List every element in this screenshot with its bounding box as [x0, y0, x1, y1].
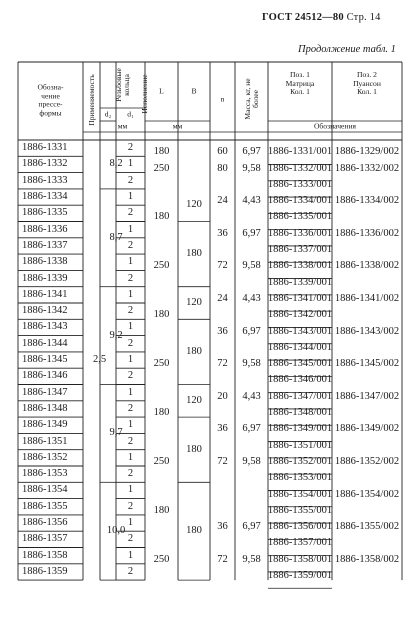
pos1-cell: 1886-1343/001	[267, 325, 333, 337]
pos2-cell: 1886-1336/002	[334, 227, 400, 239]
B-cell: 180	[186, 524, 202, 536]
pos1-header: Поз. 1 Матрица Кол. 1	[285, 69, 315, 97]
pos1-cell: 1886-1359/001	[267, 569, 333, 581]
pos1-cell: 1886-1354/001	[267, 488, 333, 500]
L-cell: 180	[153, 308, 170, 320]
execution-cell: 2	[127, 370, 134, 382]
pos1-cell: 1886-1352/001	[267, 455, 333, 467]
pos2-cell: 1886-1341/002	[334, 292, 400, 304]
execution-cell: 2	[127, 207, 134, 219]
n-cell: 72	[217, 260, 228, 272]
L-cell: 250	[153, 357, 170, 369]
applicability-header: Применяемость	[86, 74, 96, 126]
pos2-cell: 1886-1358/002	[334, 553, 400, 565]
designation-cell: 1886-1343	[22, 321, 68, 333]
designation-cell: 1886-1351	[22, 435, 68, 447]
execution-cell: 2	[127, 239, 134, 251]
mass-cell: 4,43	[242, 390, 261, 402]
L-header: L	[159, 86, 164, 96]
n-cell: 24	[217, 292, 228, 304]
pos2-cell: 1886-1354/002	[334, 488, 400, 500]
execution-cell: 2	[127, 272, 134, 284]
B-cell: 180	[186, 345, 202, 357]
execution-cell: 1	[127, 288, 134, 300]
designation-cell: 1886-1356	[22, 516, 68, 528]
designation-cell: 1886-1339	[22, 272, 68, 284]
designation-cell: 1886-1358	[22, 549, 68, 561]
designation-cell: 1886-1342	[22, 304, 68, 316]
n-cell: 24	[217, 194, 228, 206]
designation-cell: 1886-1348	[22, 402, 68, 414]
pos2-cell: 1886-1329/002	[334, 145, 400, 157]
designation-cell: 1886-1347	[22, 386, 68, 398]
designation-cell: 1886-1332	[22, 158, 68, 170]
execution-cell: 1	[127, 321, 134, 333]
pos1-cell: 1886-1356/001	[267, 520, 333, 532]
pos1-cell: 1886-1344/001	[267, 341, 333, 353]
designation-cell: 1886-1334	[22, 190, 68, 202]
B-cell: 180	[186, 247, 202, 259]
B-cell: 120	[186, 198, 202, 210]
designation-cell: 1886-1349	[22, 419, 68, 430]
designation-cell: 1886-1355	[22, 500, 68, 512]
L-cell: 180	[153, 504, 170, 516]
execution-cell: 2	[127, 141, 134, 153]
n-cell: 72	[217, 455, 228, 467]
execution-cell: 1	[127, 386, 134, 398]
mass-cell: 9,58	[242, 260, 261, 272]
pos1-cell: 1886-1349/001	[267, 423, 333, 435]
pos1-cell: 1886-1348/001	[267, 406, 333, 418]
designation-cell: 1886-1331	[22, 141, 68, 153]
designation-cell: 1886-1336	[22, 223, 68, 235]
n-header: n	[220, 94, 225, 104]
execution-cell: 1	[127, 516, 134, 528]
designation-cell: 1886-1353	[22, 467, 68, 479]
B-cell: 120	[186, 394, 202, 406]
d1-cell: 10,0	[106, 524, 126, 536]
pos1-cell: 1886-1336/001	[267, 227, 333, 239]
mass-cell: 6,97	[242, 227, 261, 239]
d1-cell: 9,2	[109, 329, 123, 341]
execution-header: Исполнение	[139, 74, 149, 114]
designation-cell: 1886-1337	[22, 239, 68, 251]
execution-cell: 2	[127, 402, 134, 414]
pos1-cell: 1886-1335/001	[267, 211, 333, 223]
pos1-cell: 1886-1347/001	[267, 390, 333, 402]
designation-cell: 1886-1359	[22, 565, 68, 577]
execution-cell: 2	[127, 500, 134, 512]
designation-cell: 1886-1354	[22, 484, 68, 496]
unit-mm-header: мм	[172, 121, 183, 131]
d1-cell: 8,2	[109, 158, 123, 170]
mass-cell: 6,97	[242, 325, 261, 337]
page-number: Стр. 14	[346, 12, 381, 23]
designation-cell: 1886-1345	[22, 353, 68, 365]
pos1-cell: 1886-1331/001	[267, 145, 333, 157]
mass-cell: 6,97	[242, 423, 261, 435]
execution-cell: 2	[127, 174, 134, 186]
execution-cell: 1	[127, 223, 134, 235]
n-cell: 36	[217, 423, 228, 435]
designation-cell: 1886-1341	[22, 288, 68, 300]
pos2-cell: 1886-1349/002	[334, 423, 400, 435]
L-cell: 180	[153, 145, 170, 157]
execution-cell: 1	[127, 353, 134, 365]
L-cell: 250	[153, 455, 170, 467]
L-cell: 180	[153, 211, 170, 223]
n-cell: 20	[217, 390, 228, 402]
pos2-cell: 1886-1352/002	[334, 455, 400, 467]
pos1-cell: 1886-1353/001	[267, 471, 333, 483]
n-cell: 72	[217, 357, 228, 369]
n-cell: 80	[217, 162, 228, 174]
L-cell: 250	[153, 162, 170, 174]
designation-cell: 1886-1344	[22, 337, 68, 349]
L-cell: 250	[153, 260, 170, 272]
table-continuation-label: Продолжение табл. 1	[298, 44, 396, 55]
d2-header: d₂	[104, 109, 112, 119]
unit-mm-header: мм	[117, 121, 128, 131]
thread-rings-header: Резьбовые кольца	[113, 68, 131, 102]
pos1-cell: 1886-1334/001	[267, 194, 333, 206]
mass-cell: 9,58	[242, 162, 261, 174]
pos1-cell: 1886-1333/001	[267, 178, 333, 190]
pos2-cell: 1886-1332/002	[334, 162, 400, 174]
d1-cell: 9,7	[109, 427, 123, 439]
gost-number: ГОСТ 24512—80	[262, 12, 344, 23]
mass-cell: 4,43	[242, 194, 261, 206]
designation-cell: 1886-1338	[22, 256, 68, 267]
L-cell: 180	[153, 406, 170, 418]
mass-cell: 9,58	[242, 455, 261, 467]
d1-cell: 8,7	[109, 231, 123, 243]
pos2-cell: 1886-1347/002	[334, 390, 400, 402]
n-cell: 72	[217, 553, 228, 565]
execution-cell: 2	[127, 304, 134, 316]
execution-cell: 2	[127, 435, 134, 447]
designation-cell: 1886-1357	[22, 533, 68, 545]
pos2-header: Поз. 2 Пуансон Кол. 1	[353, 69, 381, 97]
pos1-cell: 1886-1357/001	[267, 537, 333, 549]
mass-cell: 4,43	[242, 292, 261, 304]
execution-cell: 1	[127, 451, 134, 463]
designation-cell: 1886-1352	[22, 451, 68, 463]
execution-cell: 2	[127, 467, 134, 479]
B-header: B	[191, 86, 197, 96]
designation-cell: 1886-1346	[22, 370, 68, 382]
pos1-cell: 1886-1337/001	[267, 243, 333, 255]
mass-header: Масса, кг, не более	[242, 78, 260, 120]
mass-cell: 6,97	[242, 520, 261, 532]
pos1-cell: 1886-1358/001	[267, 553, 333, 565]
execution-cell: 1	[127, 256, 134, 267]
pos1-cell: 1886-1342/001	[267, 308, 333, 320]
mass-cell: 6,97	[242, 145, 261, 157]
B-cell: 180	[186, 443, 202, 455]
execution-cell: 1	[127, 190, 134, 202]
B-cell: 120	[186, 296, 202, 308]
n-cell: 36	[217, 227, 228, 239]
pos1-cell: 1886-1351/001	[267, 439, 333, 451]
pos1-cell: 1886-1345/001	[267, 357, 333, 369]
pos2-cell: 1886-1334/002	[334, 194, 400, 206]
L-cell: 250	[153, 553, 170, 565]
pos2-cell: 1886-1343/002	[334, 325, 400, 337]
n-cell: 60	[217, 145, 228, 157]
mass-cell: 9,58	[242, 553, 261, 565]
execution-cell: 1	[127, 549, 134, 561]
d1-header: d₁	[127, 109, 134, 119]
designation-cell: 1886-1333	[22, 174, 68, 186]
execution-cell: 1	[127, 484, 134, 496]
pos1-cell: 1886-1332/001	[267, 162, 333, 174]
n-cell: 36	[217, 520, 228, 532]
execution-cell: 2	[127, 337, 134, 349]
pos1-cell: 1886-1338/001	[267, 260, 333, 272]
pos1-cell: 1886-1355/001	[267, 504, 333, 516]
pos1-cell: 1886-1341/001	[267, 292, 333, 304]
mass-cell: 9,58	[242, 357, 261, 369]
pos1-cell: 1886-1339/001	[267, 276, 333, 288]
pos1-cell: 1886-1346/001	[267, 374, 333, 386]
n-cell: 36	[217, 325, 228, 337]
execution-cell: 2	[127, 533, 134, 545]
pos2-cell: 1886-1345/002	[334, 357, 400, 369]
execution-cell: 2	[127, 565, 134, 577]
execution-cell: 1	[127, 158, 134, 170]
execution-cell: 1	[127, 419, 134, 430]
designation-cell: 1886-1335	[22, 207, 68, 219]
designation-header: Обозна- чение прессе- формы	[37, 82, 64, 118]
pos2-cell: 1886-1355/002	[334, 520, 400, 532]
pos2-cell: 1886-1338/002	[334, 260, 400, 272]
designations-header: Обозначения	[313, 121, 357, 131]
d2-cell: 2,5	[92, 353, 107, 365]
